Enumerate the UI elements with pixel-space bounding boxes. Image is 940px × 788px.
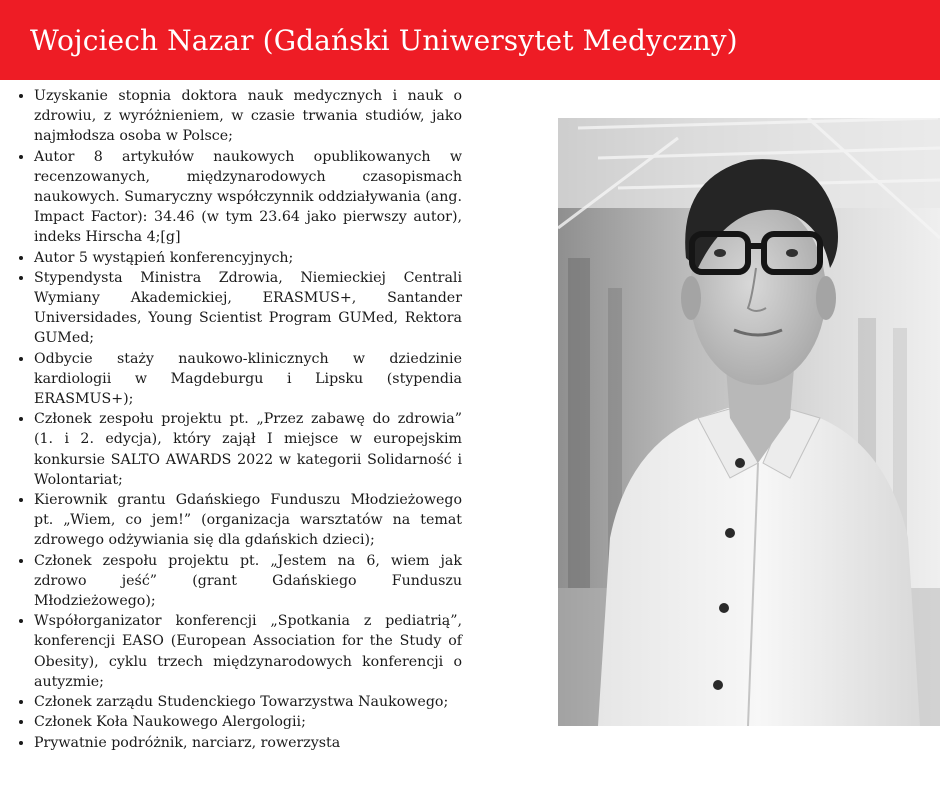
- header-banner: [0, 0, 940, 80]
- bio-item-scholarships: • Stypendysta Ministra Zdrowia, Niemieckiej Centrali Wymiany Akademickiej, ERASMUS+, Santander Universidades, Young Scientist Program GUMed, Rektora GUMed;: [34, 268, 462, 349]
- bio-item-board-member: • Członek zarządu Studenckiego Towarzystwa Naukowego;: [34, 692, 462, 712]
- bio-item-internships: • Odbycie staży naukowo-klinicznych w dziedzinie kardiologii w Magdeburgu i Lipsku (stypendia ERASMUS+);: [34, 349, 462, 410]
- bio-item-project-six: • Członek zespołu projektu pt. „Jestem na 6, wiem jak zdrowo jeść” (grant Gdańskiego Funduszu Młodzieżowego);: [34, 551, 462, 612]
- bio-list: [14, 86, 462, 753]
- bio-item-co-organizer: • Współorganizator konferencji „Spotkania z pediatrią”, konferencji EASO (European Association for the Study of Obesity), cyklu trzech międzynarodowych konferencji o autyzmie;: [34, 611, 462, 692]
- page-title: Wojciech Nazar (Gdański Uniwersytet Medyczny): [30, 23, 738, 57]
- bio-item-allergology: • Członek Koła Naukowego Alergologii;: [34, 712, 462, 732]
- bio-item-hobbies: • Prywatnie podróżnik, narciarz, rowerzysta: [34, 733, 462, 753]
- bio-item-articles: • Autor 8 artykułów naukowych opublikowanych w recenzowanych, międzynarodowych czasopismach naukowych. Sumaryczny współczynnik oddziaływania (ang. Impact Factor): 34.46 (w tym 23.64 jako pierwszy autor), indeks Hirscha 4;[g]: [34, 147, 462, 248]
- bio-item-doctorate: • Uzyskanie stopnia doktora nauk medycznych i nauk o zdrowiu, z wyróżnieniem, w czasie trwania studiów, jako najmłodsza osoba w Polsce;: [34, 86, 462, 147]
- portrait-illustration: [558, 118, 940, 726]
- portrait-photo: [558, 118, 940, 726]
- bio-item-grant: • Kierownik grantu Gdańskiego Funduszu Młodzieżowego pt. „Wiem, co jem!” (organizacja warsztatów na temat zdrowego odżywiania się dla gdańskich dzieci);: [34, 490, 462, 551]
- bio-item-conferences: • Autor 5 wystąpień konferencyjnych;: [34, 248, 462, 268]
- bio-item-project-health: • Członek zespołu projektu pt. „Przez zabawę do zdrowia” (1. i 2. edycja), który zajął I miejsce w europejskim konkursie SALTO AWARDS 2022 w kategorii Solidarność i Wolontariat;: [34, 409, 462, 490]
